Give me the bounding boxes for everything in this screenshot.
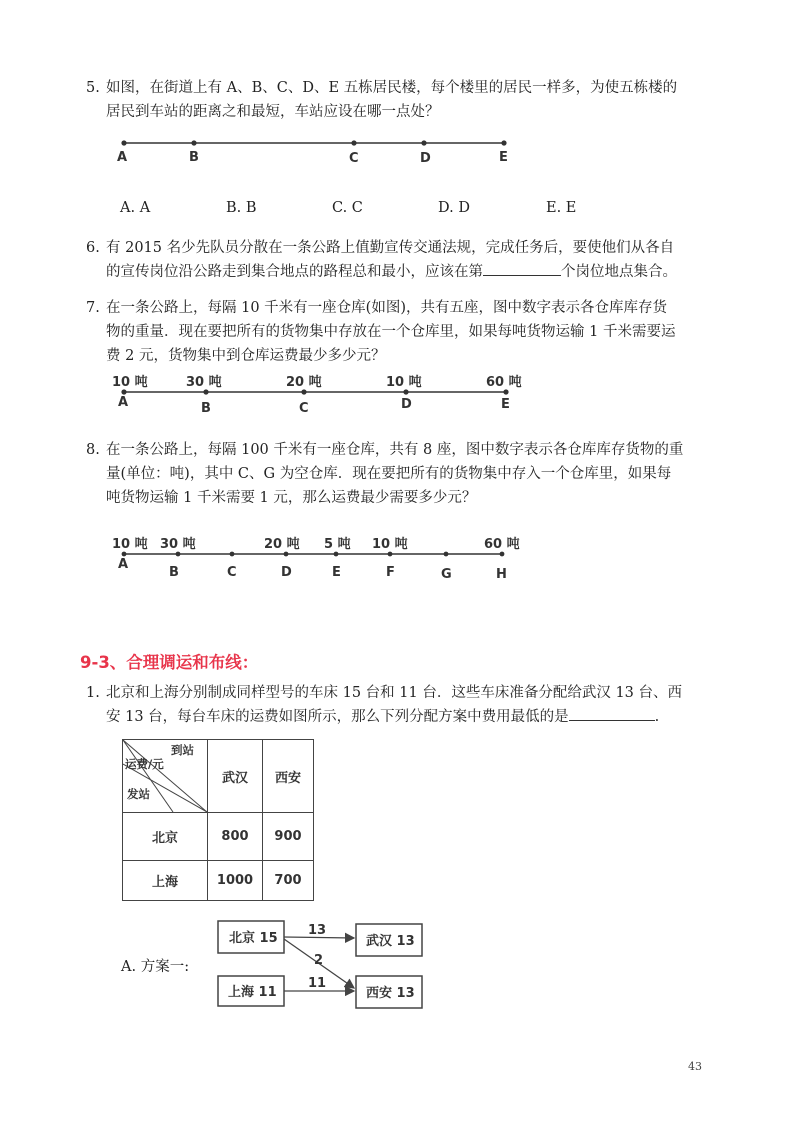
point-label: C	[349, 151, 359, 166]
question-5	[86, 76, 706, 124]
question-number: 8.	[86, 442, 100, 458]
point-label: G	[441, 567, 452, 582]
question-7	[86, 296, 706, 368]
page-number: 43	[688, 1060, 702, 1073]
question-number: 5.	[86, 80, 100, 96]
option-d[interactable]: D. D	[438, 200, 470, 216]
table-cell: 900	[263, 813, 314, 861]
question-number: 7.	[86, 300, 100, 316]
weight-label: 30 吨	[186, 375, 222, 390]
corner-fee-label: 运费/元	[125, 757, 164, 771]
point-label: E	[499, 150, 508, 165]
flow-amount: 11	[308, 976, 327, 991]
question-text: .	[654, 709, 660, 725]
point-label: A	[118, 395, 129, 410]
question-text: 量(单位：吨)，其中 C、G 为空仓库．现在要把所有的货物集中存入一个仓库里，如果每	[106, 466, 672, 482]
corner-to-label: 到站	[171, 743, 194, 757]
point-label: B	[201, 401, 211, 416]
point-label: H	[496, 567, 507, 582]
weight-label: 10 吨	[386, 375, 422, 390]
point-label: D	[420, 151, 431, 166]
warehouse-marker	[176, 552, 181, 557]
weight-label: 20 吨	[286, 375, 322, 390]
warehouse-marker	[500, 552, 505, 557]
question-text: 物的重量．现在要把所有的货物集中存放在一个仓库里，如果每吨货物运输 1 千米需要运	[106, 324, 676, 340]
weight-label: 30 吨	[160, 537, 196, 552]
freight-cost-table	[122, 739, 314, 901]
point-label: B	[189, 150, 199, 165]
node-label: 上海 11	[228, 985, 277, 1000]
weight-label: 60 吨	[486, 375, 522, 390]
warehouse-marker	[301, 389, 306, 394]
question-number: 1.	[86, 685, 100, 701]
question-6	[86, 236, 706, 284]
question-8	[86, 438, 706, 510]
corner-from-label: 发站	[127, 787, 150, 801]
section-question-1	[86, 681, 706, 729]
table-cell: 800	[208, 813, 263, 861]
point-label: C	[299, 401, 309, 416]
question-text: 个岗位地点集合。	[561, 264, 677, 280]
option-c[interactable]: C. C	[332, 200, 363, 216]
question-text: 费 2 元，货物集中到仓库运费最少多少元？	[106, 348, 386, 364]
plan-a-label: A. 方案一:	[121, 959, 190, 975]
question-text: 在一条公路上，每隔 10 千米有一座仓库(如图)，共有五座，图中数字表示各仓库库存货	[106, 300, 667, 316]
answer-blank[interactable]	[569, 706, 655, 721]
answer-blank[interactable]	[483, 261, 561, 276]
table-corner-cell	[123, 740, 208, 813]
warehouse-marker	[334, 552, 339, 557]
warehouse-marker	[284, 552, 289, 557]
question-text: 如图，在街道上有 A、B、C、D、E 五栋居民楼，每个楼里的居民一样多，为使五栋楼的	[106, 80, 678, 96]
option-b[interactable]: B. B	[226, 200, 257, 216]
point-marker	[121, 140, 126, 145]
point-label: B	[169, 565, 179, 580]
point-label: F	[386, 565, 395, 580]
question-text: 在一条公路上，每隔 100 千米有一座仓库，共有 8 座，图中数字表示各仓库库存货物的重	[106, 442, 684, 458]
warehouse-marker	[230, 552, 235, 557]
row-header: 北京	[123, 813, 208, 861]
node-label: 北京 15	[229, 931, 278, 946]
warehouse-marker	[122, 552, 127, 557]
question-text: 北京和上海分别制成同样型号的车床 15 台和 11 台．这些车床准备分配给武汉 13 台、西	[106, 685, 683, 701]
weight-label: 10 吨	[112, 537, 148, 552]
weight-label: 20 吨	[264, 537, 300, 552]
q7-warehouse-diagram	[110, 372, 530, 418]
plan-a-diagram	[210, 914, 450, 1014]
point-marker	[191, 140, 196, 145]
table-row	[123, 861, 314, 901]
column-header: 西安	[263, 740, 314, 813]
question-text: 有 2015 名少先队员分散在一条公路上值勤宣传交通法规，完成任务后，要使他们从各自	[106, 240, 675, 256]
point-label: A	[117, 150, 128, 165]
flow-amount: 2	[314, 953, 324, 968]
warehouse-marker	[203, 389, 208, 394]
weight-label: 10 吨	[112, 375, 148, 390]
point-label: E	[332, 565, 341, 580]
point-label: C	[227, 565, 237, 580]
question-text: 安 13 台，每台车床的运费如图所示，那么下列分配方案中费用最低的是	[106, 709, 569, 725]
q8-warehouse-diagram	[110, 534, 530, 584]
question-text: 的宣传岗位沿公路走到集合地点的路程总和最小，应该在第	[106, 264, 483, 280]
point-marker	[421, 140, 426, 145]
question-number: 6.	[86, 240, 100, 256]
table-row	[123, 813, 314, 861]
warehouse-marker	[121, 389, 126, 394]
table-cell: 1000	[208, 861, 263, 901]
warehouse-marker	[503, 389, 508, 394]
row-header: 上海	[123, 861, 208, 901]
point-label: D	[281, 565, 292, 580]
warehouse-marker	[403, 389, 408, 394]
table-cell: 700	[263, 861, 314, 901]
warehouse-marker	[444, 552, 449, 557]
point-marker	[351, 140, 356, 145]
table-header-row	[123, 740, 314, 813]
point-label: E	[501, 397, 510, 412]
node-label: 武汉 13	[366, 934, 415, 949]
weight-label: 10 吨	[372, 537, 408, 552]
question-text: 居民到车站的距离之和最短，车站应设在哪一点处？	[106, 104, 440, 120]
point-label: D	[401, 397, 412, 412]
weight-label: 5 吨	[324, 537, 351, 552]
warehouse-marker	[388, 552, 393, 557]
flow-amount: 13	[308, 923, 327, 938]
q5-line-diagram	[112, 136, 522, 170]
point-marker	[501, 140, 506, 145]
section-heading: 9-3、合理调运和布线：	[80, 653, 259, 672]
option-a[interactable]: A. A	[120, 200, 151, 216]
point-label: A	[118, 557, 129, 572]
option-e[interactable]: E. E	[546, 200, 577, 216]
node-label: 西安 13	[366, 986, 415, 1001]
weight-label: 60 吨	[484, 537, 520, 552]
question-text: 吨货物运输 1 千米需要 1 元，那么运费最少需要多少元？	[106, 490, 477, 506]
column-header: 武汉	[208, 740, 263, 813]
